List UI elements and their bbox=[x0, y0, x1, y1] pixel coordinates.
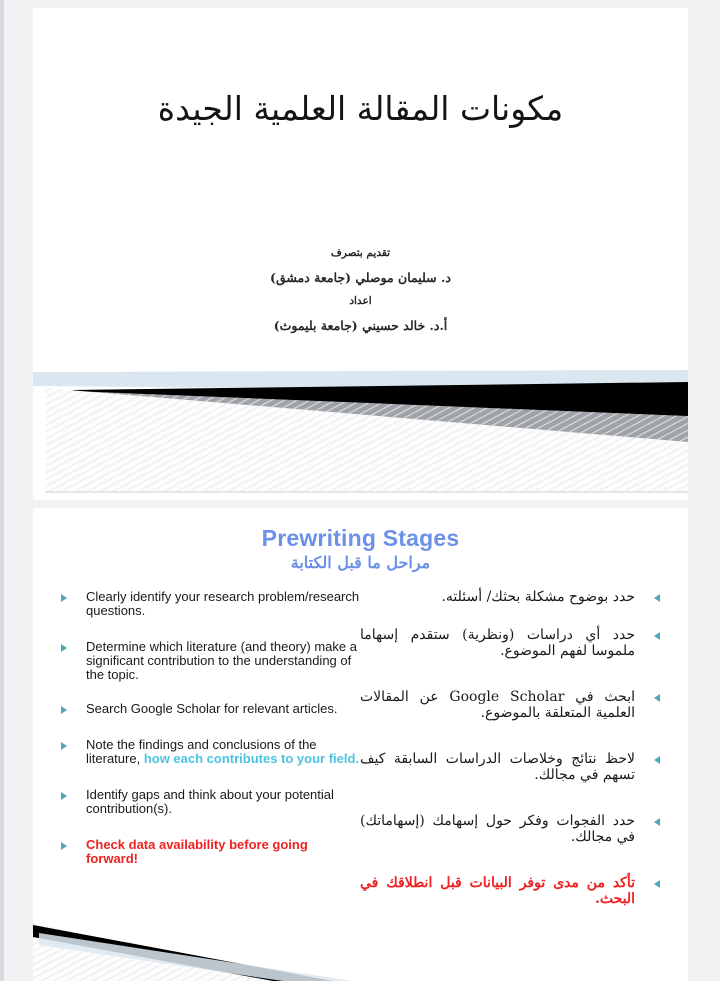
list-item bbox=[360, 752, 660, 784]
bullet-text bbox=[86, 738, 361, 766]
list-item bbox=[360, 814, 660, 846]
list-item bbox=[61, 738, 361, 766]
subtitle-line-2: د. سليمان موصلي (جامعة دمشق) bbox=[270, 270, 451, 286]
slide-2-heading bbox=[33, 526, 688, 572]
triangle-bullet-icon bbox=[61, 742, 67, 750]
bullet-text: حدد بوضوح مشكلة بحثك/ أسئلته. bbox=[441, 589, 635, 605]
list-item bbox=[61, 838, 361, 866]
slide-1 bbox=[33, 8, 688, 500]
slide-2-content-columns bbox=[33, 590, 688, 920]
subtitle-line-4: أ.د. خالد حسيني (جامعة بليموث) bbox=[273, 318, 448, 334]
bullet-list-english bbox=[61, 590, 361, 866]
bullet-text-alert: تأكد من مدى توفر البيانات قبل انطلاقك في البحث. bbox=[360, 874, 635, 907]
slide-2-title-ar: مراحل ما قبل الكتابة bbox=[290, 553, 431, 573]
slide-1-title: مكونات المقالة العلمية الجيدة bbox=[157, 89, 564, 128]
list-item bbox=[61, 702, 361, 716]
triangle-bullet-icon bbox=[61, 706, 67, 714]
list-item bbox=[61, 640, 361, 682]
bullet-text-plain: Note the findings and conclusions of the literature, bbox=[86, 737, 317, 767]
bullet-text: ابحث في Google Scholar عن المقالات العلمية المتعلقة بالموضوع. bbox=[360, 688, 635, 721]
triangle-bullet-icon bbox=[61, 594, 67, 602]
triangle-bullet-icon bbox=[654, 594, 660, 602]
slide-2 bbox=[33, 508, 688, 981]
subtitle-line-1: تقديم بتصرف bbox=[330, 247, 391, 259]
bullet-list-arabic bbox=[360, 590, 660, 907]
triangle-bullet-icon bbox=[654, 756, 660, 764]
bullet-text: حدد أي دراسات (ونظرية) ستقدم إسهاما ملموسا لفهم الموضوع. bbox=[360, 626, 635, 659]
bullet-text-alert: Check data availability before going forward! bbox=[86, 837, 308, 867]
triangle-bullet-icon bbox=[654, 632, 660, 640]
list-item bbox=[61, 788, 361, 816]
list-item bbox=[360, 590, 660, 606]
triangle-bullet-icon bbox=[61, 644, 67, 652]
slide-2-decorative-ribbon bbox=[33, 903, 688, 981]
triangle-bullet-icon bbox=[654, 694, 660, 702]
document-page bbox=[33, 0, 688, 981]
subtitle-line-3: اعداد bbox=[349, 295, 372, 308]
list-item bbox=[61, 590, 361, 618]
list-item bbox=[360, 628, 660, 660]
triangle-bullet-icon bbox=[61, 842, 67, 850]
bullet-text: حدد الفجوات وفكر حول إسهامك (إسهاماتك) في مجالك. bbox=[360, 812, 635, 845]
triangle-bullet-icon bbox=[61, 792, 67, 800]
bullet-text: Identify gaps and think about your potential contribution(s). bbox=[86, 787, 334, 817]
list-item bbox=[360, 690, 660, 722]
slide-1-decorative-ribbon bbox=[33, 370, 688, 500]
triangle-bullet-icon bbox=[654, 880, 660, 888]
bullet-text: Search Google Scholar for relevant articles. bbox=[86, 701, 338, 717]
bullet-text: Determine which literature (and theory) make a significant contribution to the understanding of the topic. bbox=[86, 639, 357, 683]
viewer-left-rail bbox=[0, 0, 4, 981]
slide-2-title-en: Prewriting Stages bbox=[261, 525, 460, 551]
slide-1-subtitle-block bbox=[33, 248, 688, 344]
triangle-bullet-icon bbox=[654, 818, 660, 826]
bullet-text-highlight: how each contributes to your field. bbox=[143, 751, 360, 767]
bullet-text: Clearly identify your research problem/research questions. bbox=[86, 589, 360, 619]
bullet-text: لاحظ نتائج وخلاصات الدراسات السابقة كيف تسهم في مجالك. bbox=[360, 750, 635, 783]
